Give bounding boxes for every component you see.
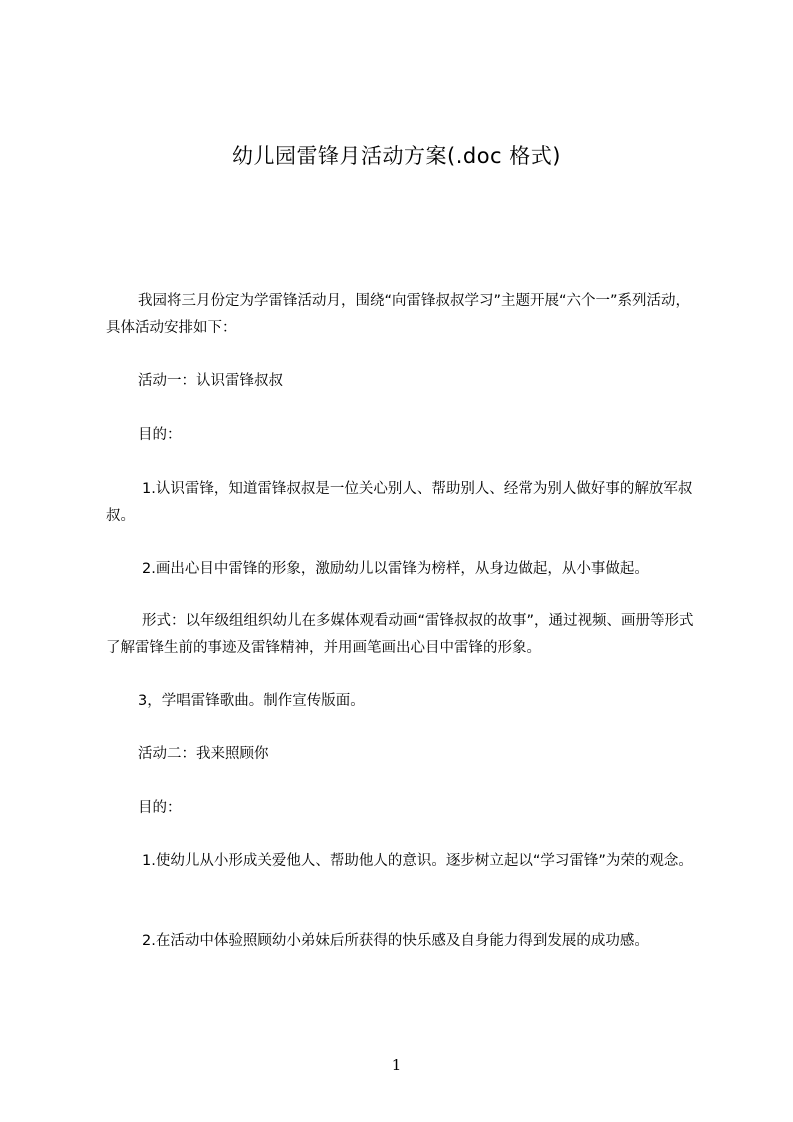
- activity-one-goal-2: 2.画出心目中雷锋的形象，激励幼儿以雷锋为榜样，从身边做起，从小事做起。: [142, 561, 649, 577]
- activity-one-item-3: 3，学唱雷锋歌曲。制作宣传版面。: [138, 693, 365, 709]
- activity-one-heading: 活动一：认识雷锋叔叔: [138, 373, 283, 389]
- activity-one-goal-1: 1.认识雷锋，知道雷锋叔叔是一位关心别人、帮助别人、经常为别人做好事的解放军叔叔。: [106, 481, 693, 524]
- activity-one-format: 形式：以年级组组织幼儿在多媒体观看动画“雷锋叔叔的故事”，通过视频、画册等形式了解雷锋生前的事迹及雷锋精神，并用画笔画出心目中雷锋的形象。: [106, 613, 694, 656]
- activity-two-goal-2: 2.在活动中体验照顾幼小弟妹后所获得的快乐感及自身能力得到发展的成功感。: [142, 933, 649, 949]
- activity-two-goal-1: 1.使幼儿从小形成关爱他人、帮助他人的意识。逐步树立起以“学习雷锋”为荣的观念。: [142, 853, 693, 869]
- activity-one-goal-label: 目的：: [138, 427, 182, 443]
- activity-two-goal-label: 目的：: [138, 800, 182, 816]
- activity-two-heading: 活动二：我来照顾你: [138, 746, 269, 762]
- intro-paragraph: 我园将三月份定为学雷锋活动月，围绕“向雷锋叔叔学习”主题开展“六个一”系列活动，具体活动安排如下：: [106, 293, 691, 336]
- page-number: 1: [391, 1056, 402, 1074]
- document-title: 幼儿园雷锋月活动方案(.doc 格式): [232, 144, 561, 168]
